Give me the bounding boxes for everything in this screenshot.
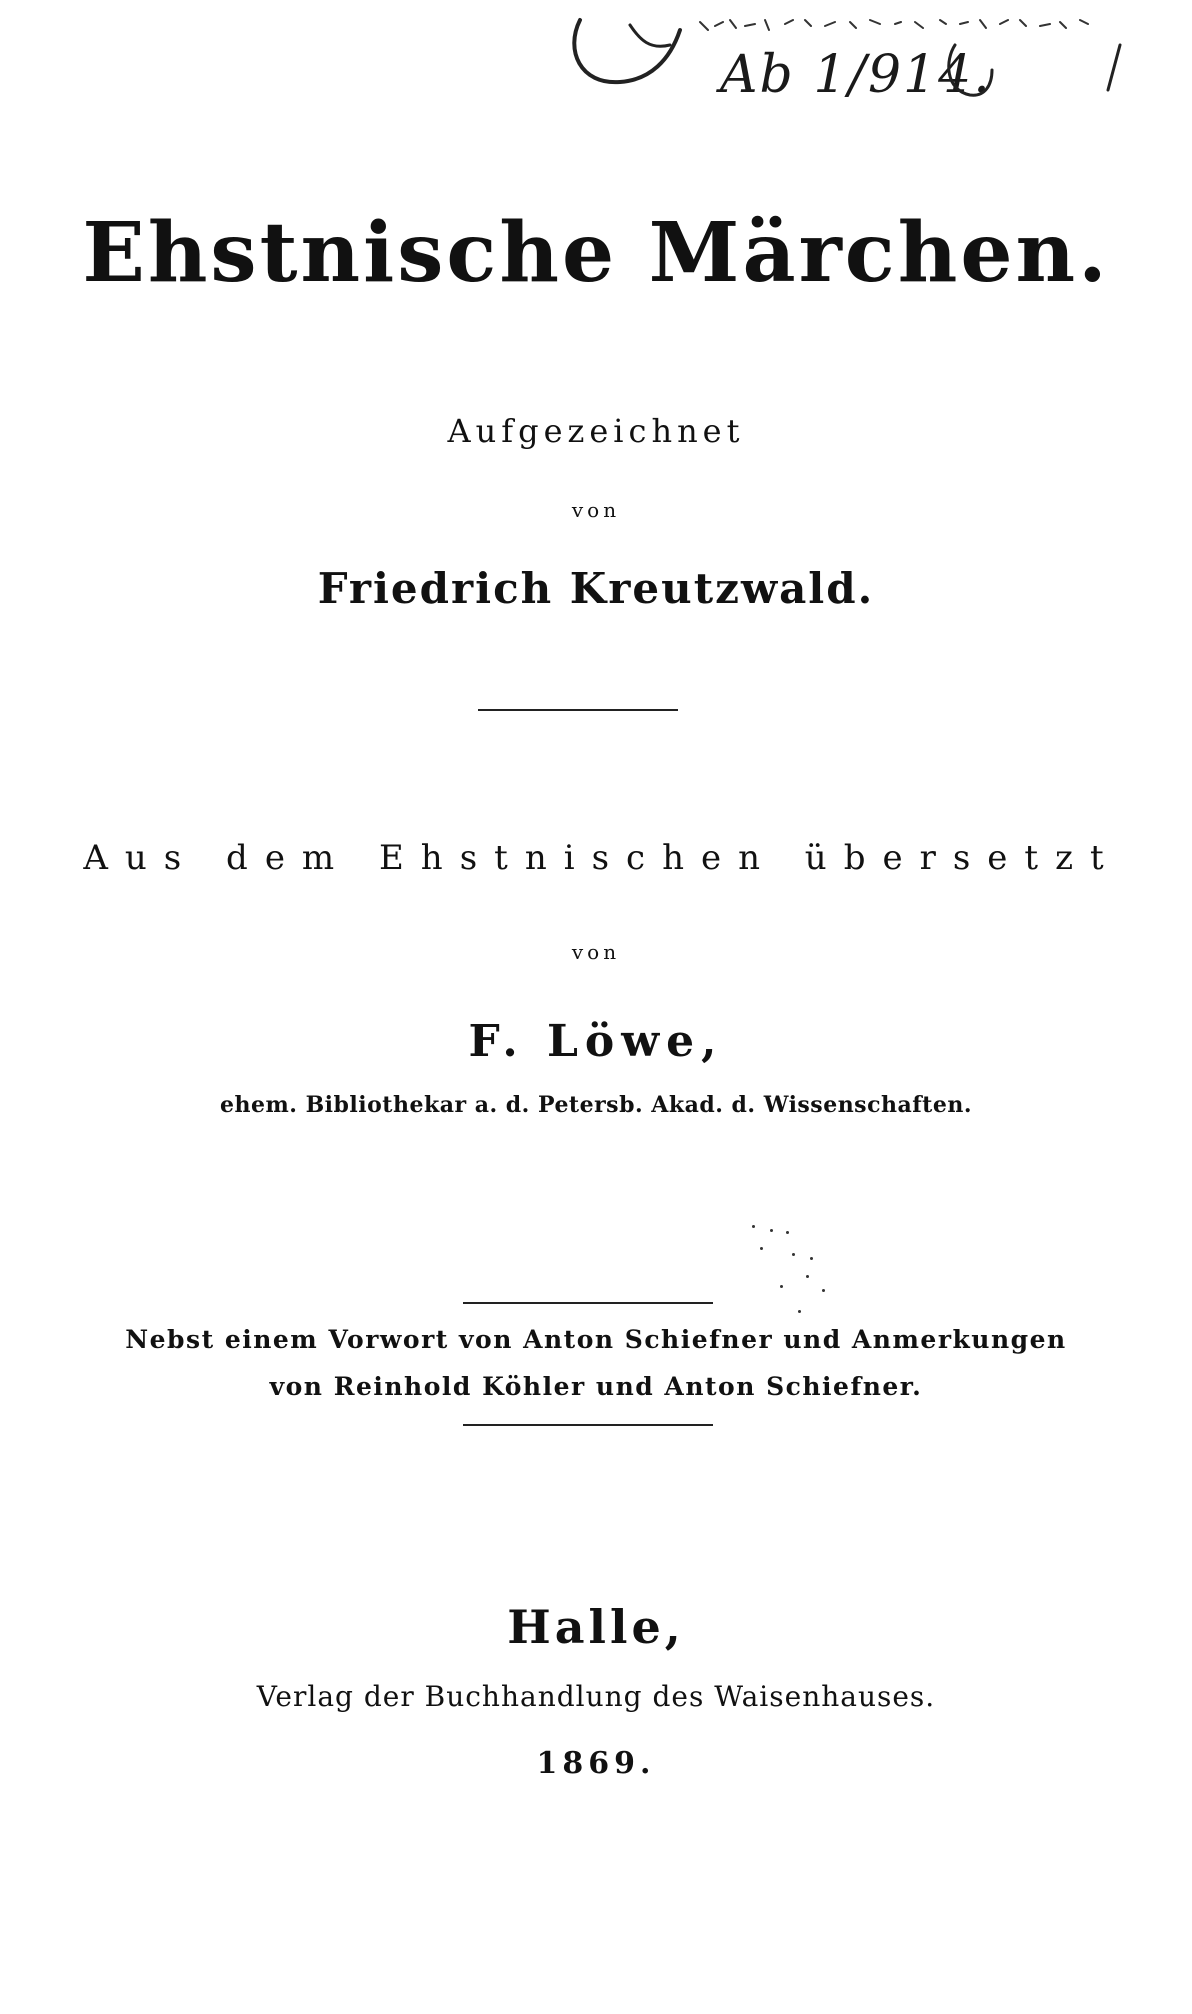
by-line-translator: von — [571, 940, 621, 964]
preface-line-2: von Reinhold Köhler und Anton Schiefner. — [269, 1372, 923, 1401]
by-line-author: von — [571, 498, 621, 522]
divider-rule — [463, 1302, 713, 1304]
divider-rule — [478, 709, 678, 711]
divider-rule — [463, 1424, 713, 1426]
author-name: Friedrich Kreutzwald. — [317, 564, 875, 613]
preface-line-1: Nebst einem Vorwort von Anton Schiefner und Anmerkungen — [125, 1325, 1067, 1354]
ink-specks — [730, 1185, 850, 1315]
subtitle: Aufgezeichnet — [447, 412, 745, 450]
publication-place: Halle, — [507, 1600, 685, 1654]
handwritten-annotation — [560, 0, 1160, 130]
book-title: Ehstnische Märchen. — [82, 205, 1110, 301]
handwritten-note-text: Ab 1/914. — [720, 45, 992, 105]
translator-name: F. Löwe, — [468, 1016, 724, 1067]
translation-note: Aus dem Ehstnischen übersetzt — [83, 838, 1121, 878]
publisher: Verlag der Buchhandlung des Waisenhauses. — [256, 1680, 936, 1713]
translator-description: ehem. Bibliothekar a. d. Petersb. Akad. d. Wissenschaften. — [220, 1092, 972, 1118]
publication-year: 1869. — [536, 1746, 656, 1781]
